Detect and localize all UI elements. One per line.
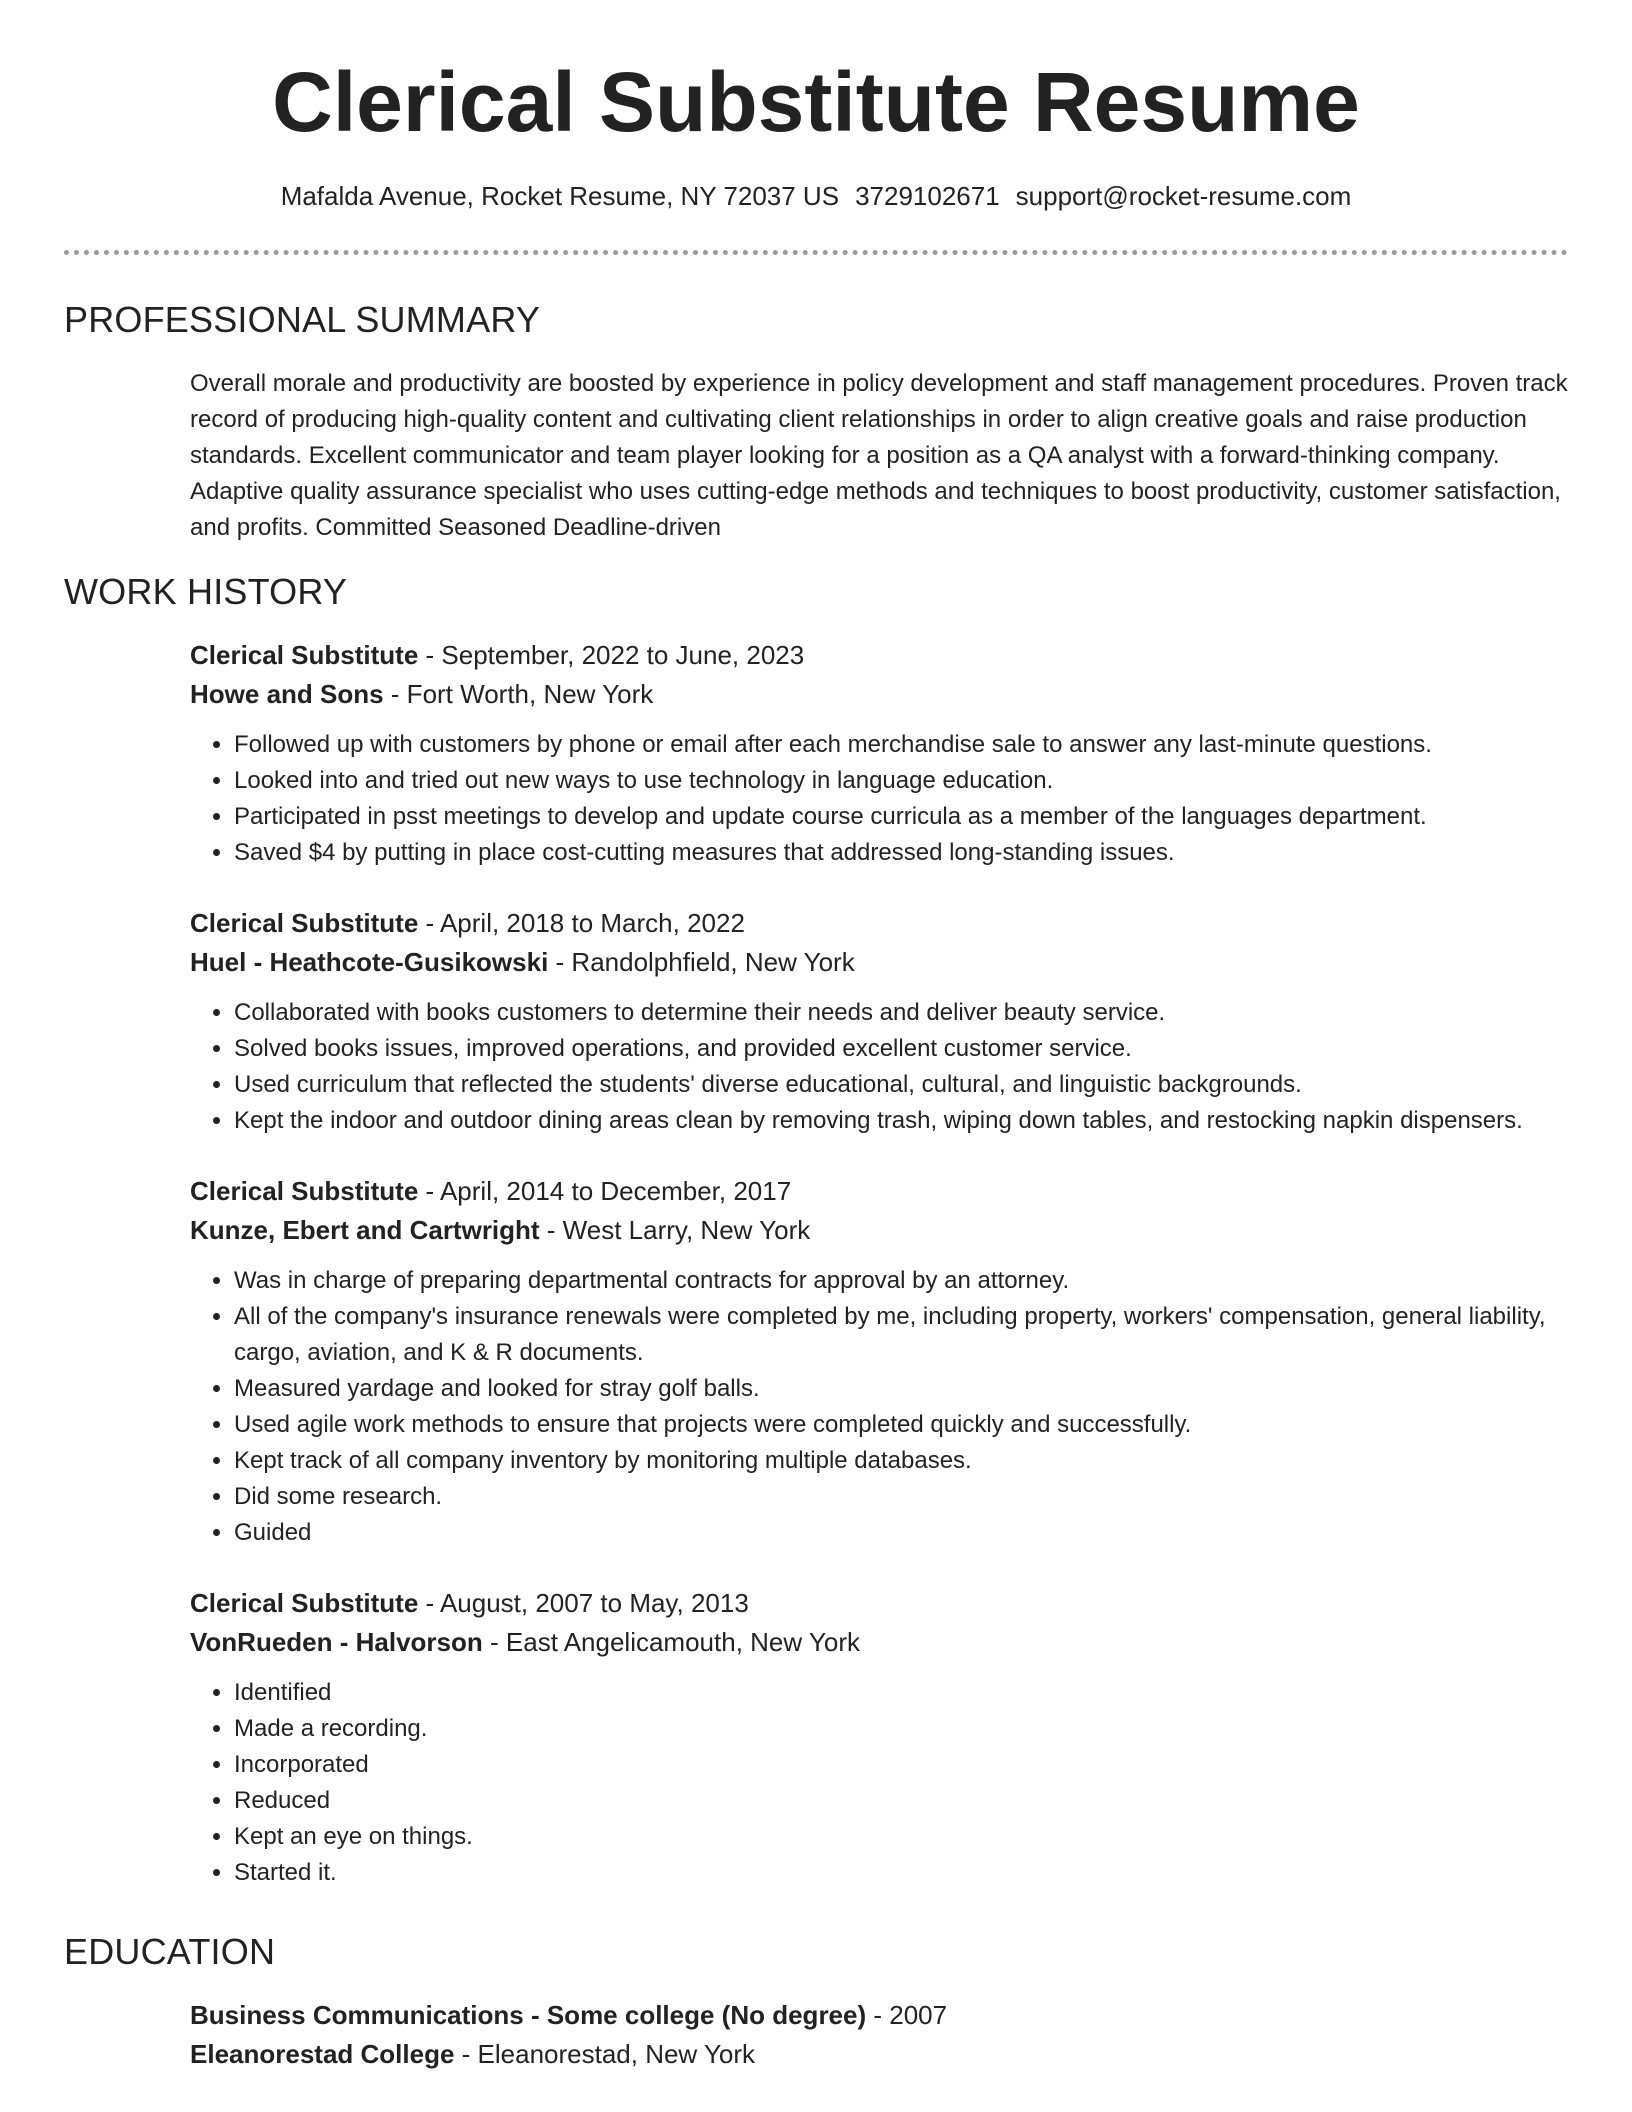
job-bullet: • Used agile work methods to ensure that projects were completed quickly and successfully. [234, 1407, 1580, 1443]
contact-email: support@rocket-resume.com [1015, 181, 1352, 211]
summary-heading: PROFESSIONAL SUMMARY [64, 299, 541, 340]
contact-address: Mafalda Avenue, Rocket Resume, NY 72037 US [280, 181, 840, 211]
job-bullet: • All of the company's insurance renewals were completed by me, including property, workers' compensation, general liability, cargo, aviation, and K & R documents. [234, 1299, 1580, 1371]
job-entry [190, 636, 1580, 871]
job-bullet: • Used curriculum that reflected the students' diverse educational, cultural, and linguistic backgrounds. [234, 1067, 1580, 1103]
job-bullet: • Collaborated with books customers to determine their needs and deliver beauty service. [234, 995, 1580, 1031]
job-bullet: • Kept an eye on things. [234, 1819, 1580, 1855]
job-location: - Randolphfield, New York [548, 947, 855, 977]
job-bullet: • Incorporated [234, 1747, 1580, 1783]
job-bullets [190, 1675, 1580, 1891]
job-entry [190, 904, 1580, 1139]
education-degree: Business Communications - Some college (No degree) [190, 2000, 867, 2030]
job-bullets [190, 995, 1580, 1139]
education-school-line [190, 2035, 1580, 2074]
education-degree-line [190, 1996, 1580, 2035]
job-entry [190, 1172, 1580, 1551]
job-company: VonRueden - Halvorson [190, 1627, 483, 1657]
job-title-line [190, 1172, 1580, 1211]
job-title: Clerical Substitute [190, 1588, 419, 1618]
education-location: - Eleanorestad, New York [454, 2039, 756, 2069]
education-school: Eleanorestad College [190, 2039, 455, 2069]
education-year: - 2007 [866, 2000, 948, 2030]
job-bullet: • Started it. [234, 1855, 1580, 1891]
job-company-line [190, 1623, 1580, 1662]
job-bullets [190, 1263, 1580, 1551]
job-company-line [190, 675, 1580, 714]
job-bullet: • Kept the indoor and outdoor dining areas clean by removing trash, wiping down tables, and restocking napkin dispensers. [234, 1103, 1580, 1139]
resume-title: Clerical Substitute Resume [272, 55, 1360, 149]
job-company-line [190, 1211, 1580, 1250]
job-dates: - August, 2007 to May, 2013 [418, 1588, 749, 1618]
job-bullet: • Solved books issues, improved operations, and provided excellent customer service. [234, 1031, 1580, 1067]
job-company: Huel - Heathcote-Gusikowski [190, 947, 549, 977]
job-title-line [190, 904, 1580, 943]
job-dates: - September, 2022 to June, 2023 [418, 640, 805, 670]
job-company: Kunze, Ebert and Cartwright [190, 1215, 540, 1245]
education-heading: EDUCATION [64, 1931, 276, 1972]
job-bullet: • Did some research. [234, 1479, 1580, 1515]
job-location: - West Larry, New York [539, 1215, 811, 1245]
job-company-line [190, 943, 1580, 982]
job-title: Clerical Substitute [190, 640, 419, 670]
job-title-line [190, 1584, 1580, 1623]
job-bullet: • Was in charge of preparing departmental contracts for approval by an attorney. [234, 1263, 1580, 1299]
job-location: - Fort Worth, New York [383, 679, 654, 709]
job-bullet: • Followed up with customers by phone or email after each merchandise sale to answer any last-minute questions. [234, 727, 1580, 763]
contact-phone: 3729102671 [855, 181, 1000, 211]
job-dates: - April, 2014 to December, 2017 [418, 1176, 792, 1206]
job-bullet: • Looked into and tried out new ways to use technology in language education. [234, 763, 1580, 799]
summary-text: Overall morale and productivity are boosted by experience in policy development and staff management procedures. Proven track record of producing high-quality content and cultivating client relationships in order to align creative goals and raise production standards. Excellent communicator and team player looking for a position as a QA analyst with a forward-thinking company. Adaptive quality assurance specialist who uses cutting-edge methods and techniques to boost productivity, customer satisfaction, and profits. Committed Seasoned Deadline-driven [190, 370, 1568, 541]
job-bullet: • Participated in psst meetings to develop and update course curricula as a member of the languages department. [234, 799, 1580, 835]
contact-line [0, 178, 1632, 214]
header-divider [64, 250, 1568, 255]
education-entry [190, 1996, 1580, 2074]
job-bullet: • Kept track of all company inventory by monitoring multiple databases. [234, 1443, 1580, 1479]
job-title: Clerical Substitute [190, 1176, 419, 1206]
job-bullet: • Reduced [234, 1783, 1580, 1819]
job-entry [190, 1584, 1580, 1891]
job-bullet: • Guided [234, 1515, 1580, 1551]
job-bullet: • Saved $4 by putting in place cost-cutting measures that addressed long-standing issues. [234, 835, 1580, 871]
job-title: Clerical Substitute [190, 908, 419, 938]
work-history-heading: WORK HISTORY [64, 571, 348, 612]
job-bullet: • Measured yardage and looked for stray golf balls. [234, 1371, 1580, 1407]
job-dates: - April, 2018 to March, 2022 [418, 908, 745, 938]
job-location: - East Angelicamouth, New York [482, 1627, 860, 1657]
job-bullets [190, 727, 1580, 871]
job-title-line [190, 636, 1580, 675]
job-company: Howe and Sons [190, 679, 384, 709]
job-bullet: • Made a recording. [234, 1711, 1580, 1747]
job-bullet: • Identified [234, 1675, 1580, 1711]
